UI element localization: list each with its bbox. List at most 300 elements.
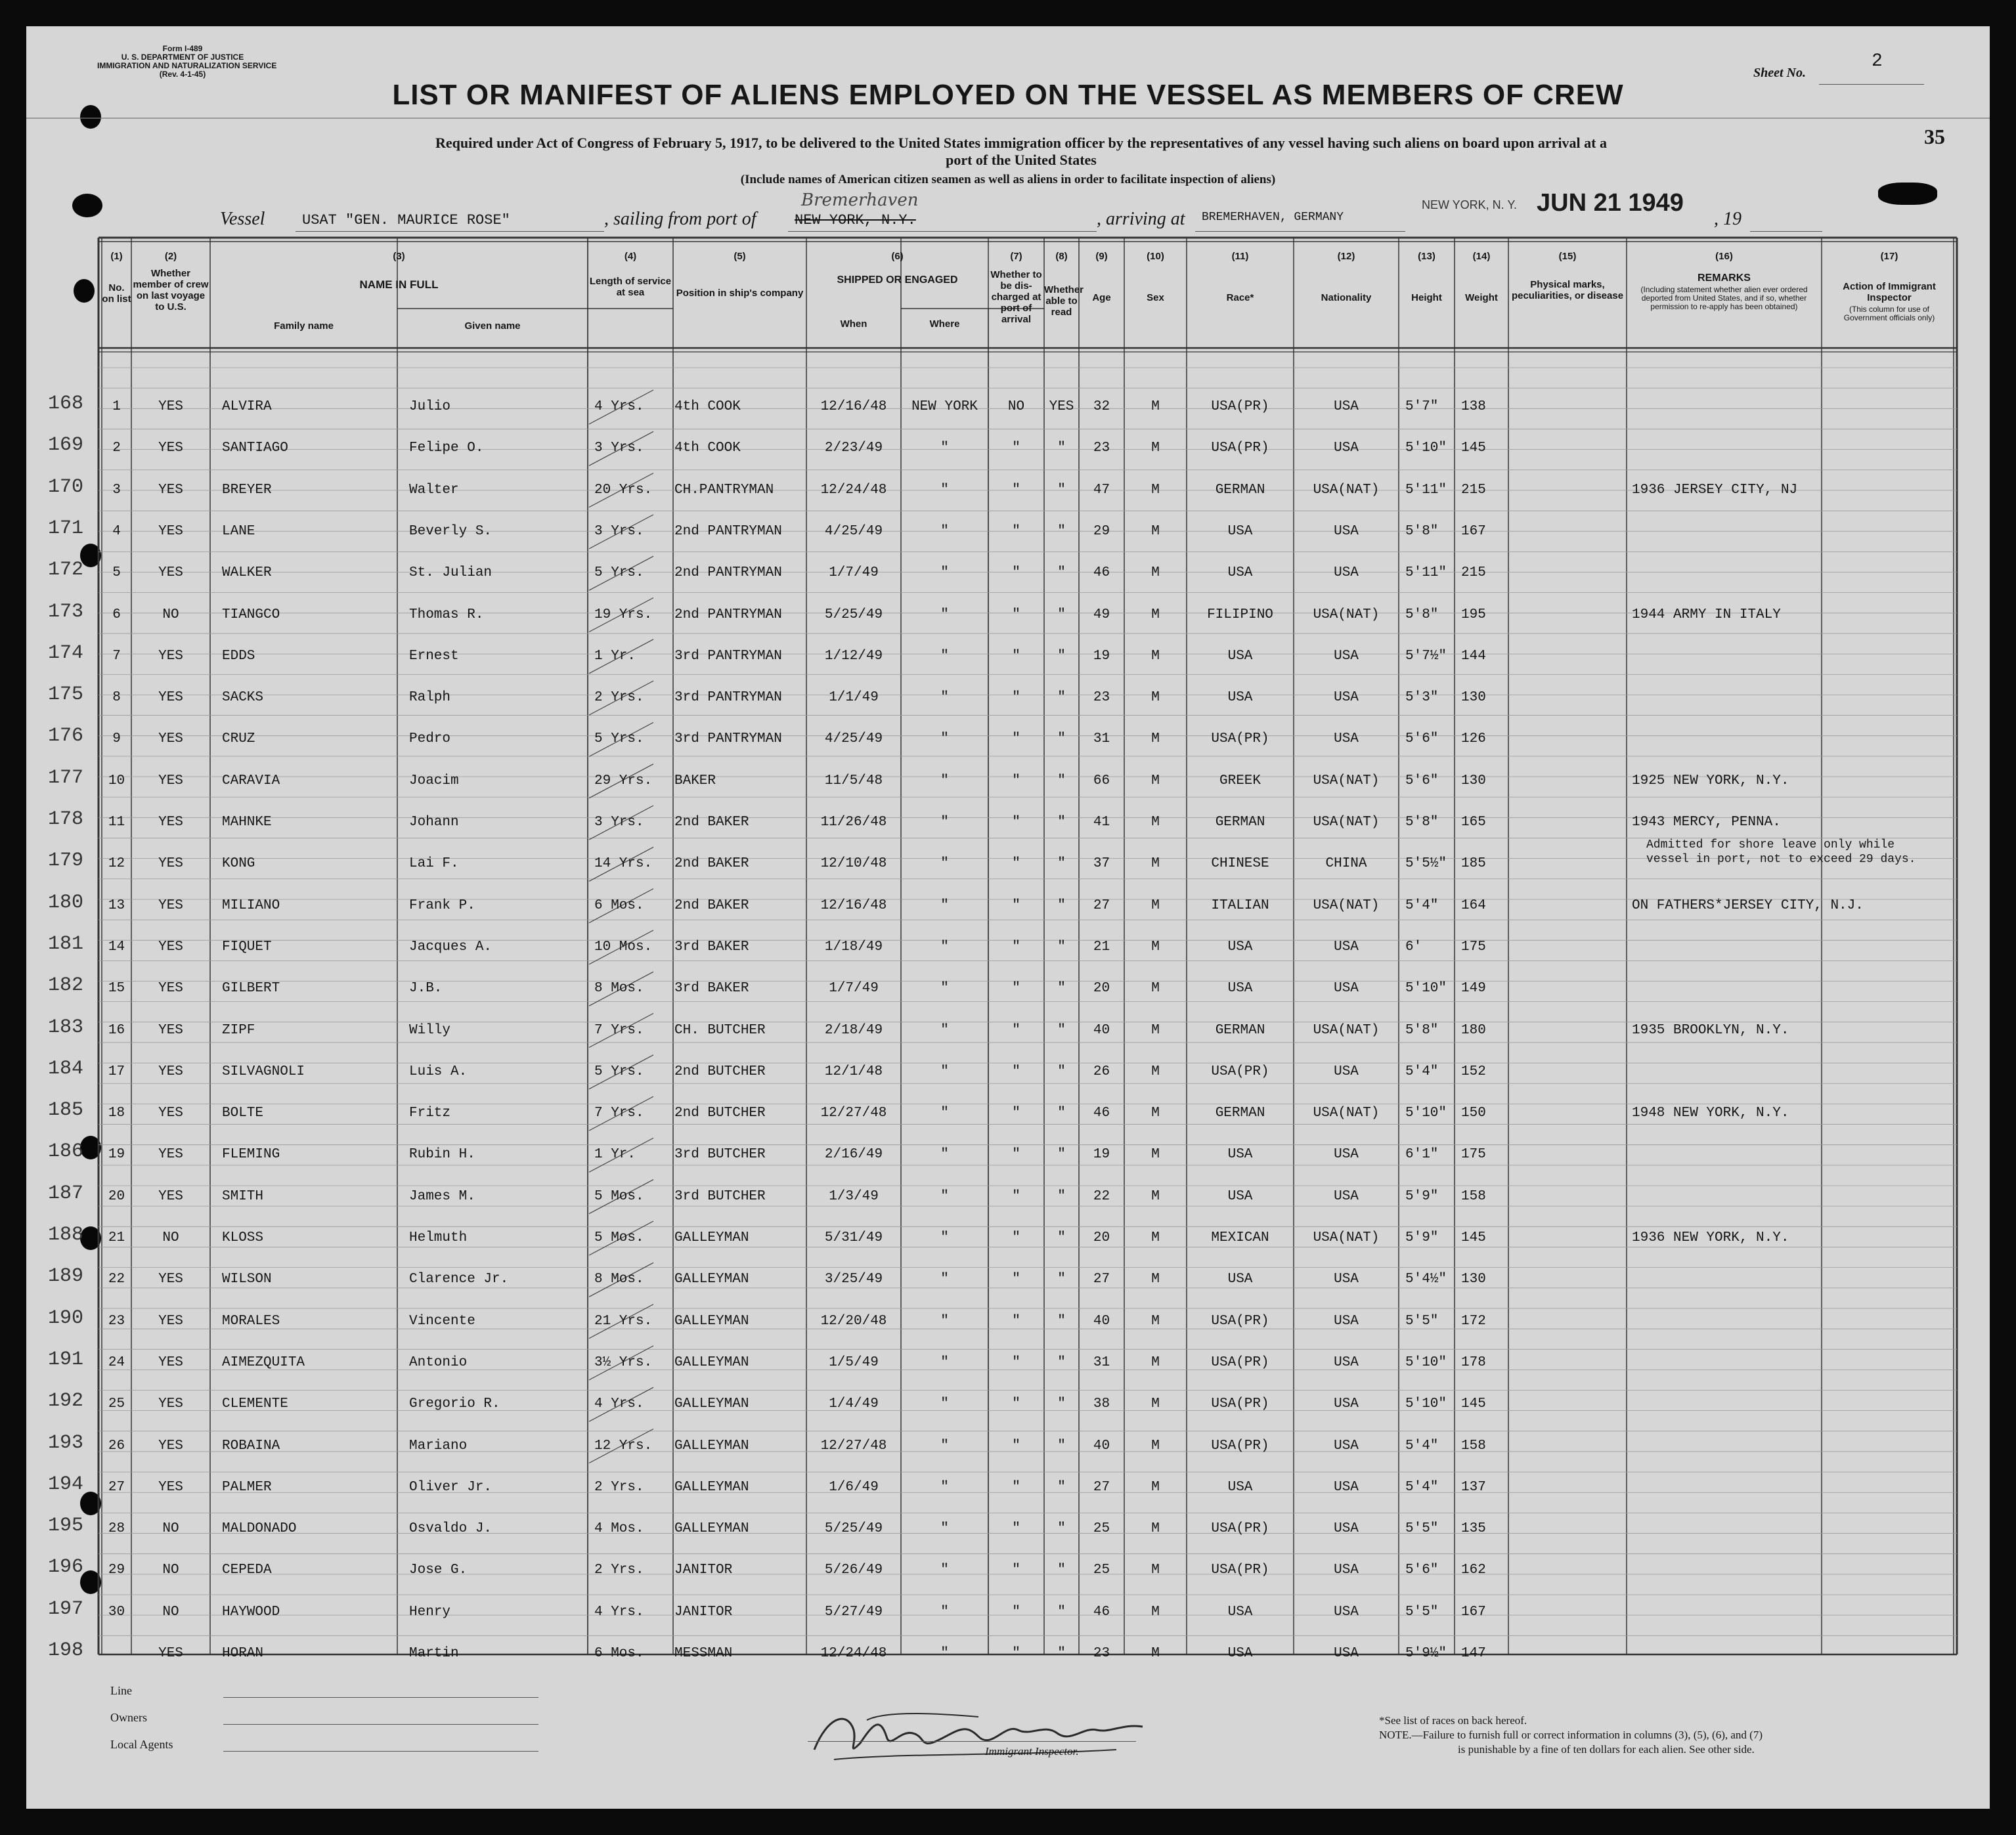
vessel-name: USAT "GEN. MAURICE ROSE" (302, 212, 510, 228)
cell-sex: M (1151, 1272, 1160, 1287)
cell-service: 2 Yrs. (594, 690, 644, 706)
cell-given: Vincente (409, 1313, 475, 1329)
cell-when: 1/7/49 (829, 981, 879, 997)
cell-family: HAYWOOD (222, 1604, 280, 1620)
cell-disch: " (1012, 482, 1020, 498)
cell-disch: NO (1007, 399, 1025, 414)
column-header: Sex (1147, 292, 1164, 303)
cell-age: 19 (1093, 648, 1110, 664)
cell-height: 5'5" (1405, 1313, 1439, 1329)
cell-race: USA (1227, 1147, 1253, 1163)
row-reference-number: 195 (47, 1515, 83, 1538)
cell-sex: M (1151, 565, 1160, 581)
cell-read: " (1057, 565, 1066, 581)
cell-weight: 167 (1461, 1604, 1486, 1620)
cell-when: 1/1/49 (829, 690, 879, 706)
row-reference-number: 193 (47, 1431, 83, 1454)
cell-service: 3 Yrs. (594, 815, 644, 830)
column-header: Nationality (1321, 292, 1372, 303)
cell-disch: " (1012, 1396, 1020, 1412)
cell-where: " (940, 1147, 949, 1163)
cell-when: 11/26/48 (820, 815, 887, 830)
cell-read: " (1057, 773, 1066, 788)
cell-no: 11 (108, 815, 125, 830)
row-reference-number: 189 (47, 1265, 83, 1288)
column-header: Physical marks, peculiarities, or disease (1511, 279, 1624, 301)
cell-sex: M (1151, 1438, 1160, 1454)
cell-nat: USA (1334, 1354, 1359, 1370)
cell-race: GERMAN (1215, 1022, 1265, 1038)
cell-when: 1/5/49 (829, 1354, 879, 1370)
cell-disch: " (1012, 1438, 1020, 1454)
cell-service: 4 Mos. (594, 1521, 644, 1537)
row-reference-number: 170 (47, 475, 83, 498)
cell-when: 5/27/49 (824, 1604, 883, 1620)
cell-sex: M (1151, 1230, 1160, 1245)
cell-read: " (1057, 1022, 1066, 1038)
cell-age: 40 (1093, 1022, 1110, 1038)
column-header: Whether member of crew on last voyage to U.S. (133, 268, 209, 313)
page-number: 35 (1924, 125, 1945, 148)
row-reference-number: 197 (47, 1597, 83, 1620)
cell-where: " (940, 565, 949, 581)
cell-race: USA(PR) (1211, 1313, 1269, 1329)
column-header: (15) (1558, 251, 1577, 262)
requirement-text: Required under Act of Congress of February 5, 1917, to be delivered to the United States immigration officer by the representatives of any vessel having such aliens on board upon arrival at a port of the United States (435, 135, 1607, 168)
cell-nat: USA(NAT) (1313, 897, 1380, 913)
cell-age: 46 (1093, 565, 1110, 581)
cell-last: YES (158, 648, 183, 664)
cell-service: 4 Yrs. (594, 399, 644, 414)
cell-given: Ernest (409, 648, 459, 664)
cell-height: 5'6" (1405, 773, 1439, 788)
column-header: (14) (1472, 251, 1491, 262)
cell-last: YES (158, 1313, 183, 1329)
cell-when: 12/24/48 (820, 1646, 887, 1661)
cell-weight: 144 (1461, 648, 1486, 664)
cell-height: 5'8" (1405, 815, 1439, 830)
cell-race: USA(PR) (1211, 1438, 1269, 1454)
cell-family: CRUZ (222, 731, 255, 747)
cell-position: GALLEYMAN (674, 1272, 749, 1287)
cell-service: 21 Yrs. (594, 1313, 653, 1329)
cell-race: USA(PR) (1211, 1563, 1269, 1578)
cell-race: USA (1227, 1272, 1253, 1287)
cell-no: 17 (108, 1064, 125, 1079)
cell-position: MESSMAN (674, 1646, 733, 1661)
cell-age: 23 (1093, 1646, 1110, 1661)
cell-last: NO (162, 1563, 179, 1578)
cell-race: USA(PR) (1211, 1521, 1269, 1537)
cell-where: " (940, 523, 949, 539)
cell-no: 25 (108, 1396, 125, 1412)
cell-nat: USA (1334, 1563, 1359, 1578)
cell-read: YES (1049, 399, 1074, 414)
cell-age: 23 (1093, 690, 1110, 706)
cell-last: NO (162, 1604, 179, 1620)
cell-last: NO (162, 1230, 179, 1245)
column-header: Given name (464, 320, 521, 332)
cell-family: KONG (222, 856, 255, 872)
cell-service: 2 Yrs. (594, 1479, 644, 1495)
cell-read: " (1057, 1479, 1066, 1495)
cell-read: " (1057, 1064, 1066, 1079)
cell-read: " (1057, 648, 1066, 664)
cell-age: 47 (1093, 482, 1110, 498)
cell-family: FIQUET (222, 939, 272, 955)
cell-height: 5'6" (1405, 1563, 1439, 1578)
cell-where: " (940, 1646, 949, 1661)
cell-nat: USA(NAT) (1313, 1022, 1380, 1038)
cell-age: 38 (1093, 1396, 1110, 1412)
cell-when: 12/1/48 (824, 1064, 883, 1079)
cell-family: LANE (222, 523, 255, 539)
cell-sex: M (1151, 856, 1160, 872)
column-header: No. on list (102, 282, 131, 305)
row-reference-number: 178 (47, 808, 83, 831)
cell-height: 5'4" (1405, 1438, 1439, 1454)
sheet-no-value: 2 (1872, 51, 1883, 72)
cell-nat: USA (1334, 648, 1359, 664)
cell-age: 22 (1093, 1188, 1110, 1204)
cell-when: 12/27/48 (820, 1106, 887, 1121)
cell-family: FLEMING (222, 1147, 280, 1163)
cell-height: 5'10" (1405, 441, 1447, 456)
cell-when: 11/5/48 (824, 773, 883, 788)
column-header: (4) (624, 251, 637, 262)
cell-age: 66 (1093, 773, 1110, 788)
cell-nat: USA (1334, 441, 1359, 456)
cell-race: ITALIAN (1211, 897, 1269, 913)
cell-no: 26 (108, 1438, 125, 1454)
stamp-place: NEW YORK, N. Y. (1422, 198, 1518, 211)
cell-height: 5'7" (1405, 399, 1439, 414)
cell-race: GERMAN (1215, 482, 1265, 498)
cell-disch: " (1012, 1604, 1020, 1620)
cell-family: GILBERT (222, 981, 280, 997)
cell-sex: M (1151, 897, 1160, 913)
cell-given: James M. (409, 1188, 475, 1204)
cell-age: 25 (1093, 1563, 1110, 1578)
cell-position: 2nd BAKER (674, 815, 749, 830)
cell-height: 5'5" (1405, 1521, 1439, 1537)
cell-sex: M (1151, 1479, 1160, 1495)
column-header: Height (1411, 292, 1442, 303)
cell-disch: " (1012, 1188, 1020, 1204)
cell-no: 7 (112, 648, 121, 664)
cell-no: 15 (108, 981, 125, 997)
cell-disch: " (1012, 690, 1020, 706)
cell-age: 29 (1093, 523, 1110, 539)
cell-position: 3rd PANTRYMAN (674, 731, 782, 747)
cell-last: YES (158, 1106, 183, 1121)
cell-where: " (940, 1563, 949, 1578)
cell-given: Jacques A. (409, 939, 493, 955)
cell-nat: USA (1334, 1604, 1359, 1620)
cell-when: 3/25/49 (824, 1272, 883, 1287)
column-header: (7) (1010, 251, 1022, 262)
row-reference-number: 192 (47, 1390, 83, 1413)
cell-disch: " (1012, 939, 1020, 955)
cell-nat: USA (1334, 523, 1359, 539)
row-reference-number: 194 (47, 1473, 83, 1496)
column-header: SHIPPED OR ENGAGED (837, 274, 958, 286)
cell-race: USA (1227, 523, 1253, 539)
cell-sex: M (1151, 1646, 1160, 1661)
cell-family: TIANGCO (222, 607, 280, 622)
cell-race: CHINESE (1211, 856, 1269, 872)
cell-position: 2nd PANTRYMAN (674, 607, 782, 622)
cell-where: " (940, 482, 949, 498)
cell-age: 41 (1093, 815, 1110, 830)
column-header: REMARKS (1698, 272, 1751, 284)
cell-nat: USA(NAT) (1313, 482, 1380, 498)
cell-given: Pedro (409, 731, 451, 747)
cell-service: 20 Yrs. (594, 482, 653, 498)
cell-no: 29 (108, 1563, 125, 1578)
sailing-handwritten: Bremerhaven (801, 190, 919, 210)
cell-sex: M (1151, 731, 1160, 747)
row-reference-number: 179 (47, 850, 83, 873)
cell-family: SANTIAGO (222, 441, 288, 456)
cell-height: 5'9" (1405, 1188, 1439, 1204)
arriving-label: , arriving at (1097, 209, 1185, 229)
cell-family: PALMER (222, 1479, 272, 1495)
cell-nat: USA (1334, 399, 1359, 414)
column-header: (13) (1418, 251, 1435, 262)
cell-service: 1 Yr. (594, 648, 636, 664)
cell-no: 21 (108, 1230, 125, 1245)
column-header: (12) (1337, 251, 1355, 262)
cell-disch: " (1012, 1479, 1020, 1495)
cell-read: " (1057, 1438, 1066, 1454)
row-reference-number: 184 (47, 1057, 83, 1080)
cell-service: 8 Mos. (594, 1272, 644, 1287)
cell-weight: 145 (1461, 441, 1486, 456)
cell-where: " (940, 1106, 949, 1121)
cell-read: " (1057, 897, 1066, 913)
cell-no: 10 (108, 773, 125, 788)
cell-sex: M (1151, 1354, 1160, 1370)
cell-weight: 165 (1461, 815, 1486, 830)
cell-nat: USA(NAT) (1313, 815, 1380, 830)
cell-service: 5 Mos. (594, 1188, 644, 1204)
cell-last: YES (158, 815, 183, 830)
cell-no: 22 (108, 1272, 125, 1287)
cell-height: 5'8" (1405, 523, 1439, 539)
cell-age: 37 (1093, 856, 1110, 872)
row-reference-number: 191 (47, 1348, 83, 1371)
cell-weight: 215 (1461, 482, 1486, 498)
cell-position: CH.PANTRYMAN (674, 482, 774, 498)
row-reference-number: 185 (47, 1099, 83, 1122)
cell-family: SILVAGNOLI (222, 1064, 305, 1079)
cell-when: 5/25/49 (824, 1521, 883, 1537)
cell-read: " (1057, 1646, 1066, 1661)
cell-remarks: 1943 MERCY, PENNA. (1632, 815, 1781, 830)
cell-race: USA (1227, 565, 1253, 581)
cell-weight: 164 (1461, 897, 1486, 913)
cell-position: GALLEYMAN (674, 1354, 749, 1370)
cell-position: GALLEYMAN (674, 1521, 749, 1537)
cell-given: Jose G. (409, 1563, 468, 1578)
cell-position: 3rd PANTRYMAN (674, 648, 782, 664)
cell-last: YES (158, 981, 183, 997)
cell-height: 5'4" (1405, 1064, 1439, 1079)
cell-position: JANITOR (674, 1563, 733, 1578)
cell-where: " (940, 1230, 949, 1245)
cell-race: GERMAN (1215, 1106, 1265, 1121)
cell-weight: 150 (1461, 1106, 1486, 1121)
cell-service: 1 Yr. (594, 1147, 636, 1163)
cell-given: Luis A. (409, 1064, 468, 1079)
cell-height: 6'1" (1405, 1147, 1439, 1163)
cell-age: 20 (1093, 1230, 1110, 1245)
cell-weight: 137 (1461, 1479, 1486, 1495)
column-header: (9) (1095, 251, 1108, 262)
cell-last: YES (158, 1147, 183, 1163)
cell-when: 1/7/49 (829, 565, 879, 581)
cell-read: " (1057, 981, 1066, 997)
cell-position: 3rd BUTCHER (674, 1188, 766, 1204)
cell-age: 27 (1093, 897, 1110, 913)
page-title: LIST OR MANIFEST OF ALIENS EMPLOYED ON THE VESSEL AS MEMBERS OF CREW (392, 79, 1624, 111)
sailing-label: , sailing from port of (604, 209, 756, 229)
cell-given: Julio (409, 399, 451, 414)
cell-read: " (1057, 1147, 1066, 1163)
cell-remarks: ON FATHERS*JERSEY CITY, N.J. (1632, 897, 1864, 913)
cell-given: Lai F. (409, 856, 459, 872)
cell-where: " (940, 441, 949, 456)
cell-when: 12/16/48 (820, 897, 887, 913)
cell-given: Helmuth (409, 1230, 468, 1245)
cell-sex: M (1151, 607, 1160, 622)
cell-when: 5/25/49 (824, 607, 883, 622)
cell-where: " (940, 939, 949, 955)
cell-race: USA(PR) (1211, 1396, 1269, 1412)
cell-nat: USA (1334, 981, 1359, 997)
cell-given: Johann (409, 815, 459, 830)
cell-last: YES (158, 939, 183, 955)
cell-last: NO (162, 1521, 179, 1537)
cell-when: 5/26/49 (824, 1563, 883, 1578)
cell-no: 1 (112, 399, 121, 414)
row-reference-number: 169 (47, 434, 83, 457)
cell-race: USA (1227, 1646, 1253, 1661)
cell-race: FILIPINO (1207, 607, 1273, 622)
cell-service: 3 Yrs. (594, 441, 644, 456)
cell-disch: " (1012, 441, 1020, 456)
cell-service: 2 Yrs. (594, 1563, 644, 1578)
cell-family: HORAN (222, 1646, 264, 1661)
cell-weight: 145 (1461, 1230, 1486, 1245)
cell-position: CH. BUTCHER (674, 1022, 766, 1038)
cell-given: Fritz (409, 1106, 451, 1121)
cell-family: ROBAINA (222, 1438, 280, 1454)
cell-read: " (1057, 1106, 1066, 1121)
cell-no: 27 (108, 1479, 125, 1495)
cell-given: Felipe O. (409, 441, 484, 456)
cell-nat: USA (1334, 731, 1359, 747)
cell-read: " (1057, 1272, 1066, 1287)
cell-when: 12/24/48 (820, 482, 887, 498)
cell-read: " (1057, 1563, 1066, 1578)
cell-read: " (1057, 939, 1066, 955)
row-reference-number: 177 (47, 766, 83, 789)
cell-no: 13 (108, 897, 125, 913)
cell-weight: 158 (1461, 1188, 1486, 1204)
cell-nat: USA (1334, 1064, 1359, 1079)
cell-last: YES (158, 690, 183, 706)
cell-when: 1/6/49 (829, 1479, 879, 1495)
cell-race: MEXICAN (1211, 1230, 1269, 1245)
cell-race: USA(PR) (1211, 1064, 1269, 1079)
cell-service: 3½ Yrs. (594, 1354, 653, 1370)
cell-position: 2nd BUTCHER (674, 1106, 766, 1121)
cell-nat: USA (1334, 1438, 1359, 1454)
cell-family: BREYER (222, 482, 272, 498)
cell-race: USA(PR) (1211, 1354, 1269, 1370)
column-header: Length of service at sea (589, 276, 672, 298)
cell-given: J.B. (409, 981, 443, 997)
cell-disch: " (1012, 1354, 1020, 1370)
cell-age: 25 (1093, 1521, 1110, 1537)
cell-sex: M (1151, 773, 1160, 788)
cell-no: 4 (112, 523, 121, 539)
cell-age: 32 (1093, 399, 1110, 414)
cell-last: YES (158, 897, 183, 913)
row-reference-number: 168 (47, 393, 83, 415)
row-reference-number: 196 (47, 1556, 83, 1579)
row-reference-number: 181 (47, 932, 83, 955)
column-header: (11) (1231, 251, 1249, 262)
cell-remarks: 1936 NEW YORK, N.Y. (1632, 1230, 1789, 1245)
line-label: Line (110, 1684, 132, 1697)
cell-no: 28 (108, 1521, 125, 1537)
cell-last: YES (158, 1022, 183, 1038)
cell-height: 5'5" (1405, 1604, 1439, 1620)
cell-where: " (940, 690, 949, 706)
cell-weight: 175 (1461, 939, 1486, 955)
cell-height: 5'4" (1405, 1479, 1439, 1495)
cell-disch: " (1012, 981, 1020, 997)
cell-given: Martin (409, 1646, 459, 1661)
cell-family: AIMEZQUITA (222, 1354, 305, 1370)
cell-no: 12 (108, 856, 125, 872)
inspector-label: Immigrant Inspector. (985, 1745, 1079, 1758)
cell-given: Osvaldo J. (409, 1521, 493, 1537)
cell-nat: USA (1334, 1188, 1359, 1204)
column-header: NAME IN FULL (359, 278, 439, 291)
cell-remarks: 1935 BROOKLYN, N.Y. (1632, 1022, 1789, 1038)
stamp-date: JUN 21 1949 (1537, 189, 1684, 217)
column-header: Position in ship's company (676, 288, 804, 299)
cell-age: 40 (1093, 1313, 1110, 1329)
cell-family: MILIANO (222, 897, 280, 913)
cell-remarks: 1948 NEW YORK, N.Y. (1632, 1106, 1789, 1121)
cell-read: " (1057, 482, 1066, 498)
cell-sex: M (1151, 399, 1160, 414)
cell-last: YES (158, 565, 183, 581)
column-header: Whether able to read (1044, 284, 1084, 318)
cell-age: 26 (1093, 1064, 1110, 1079)
column-header: (16) (1715, 251, 1733, 262)
cell-nat: USA(NAT) (1313, 1106, 1380, 1121)
column-header: When (840, 318, 867, 330)
cell-service: 12 Yrs. (594, 1438, 653, 1454)
cell-weight: 180 (1461, 1022, 1486, 1038)
cell-position: 2nd BAKER (674, 856, 749, 872)
